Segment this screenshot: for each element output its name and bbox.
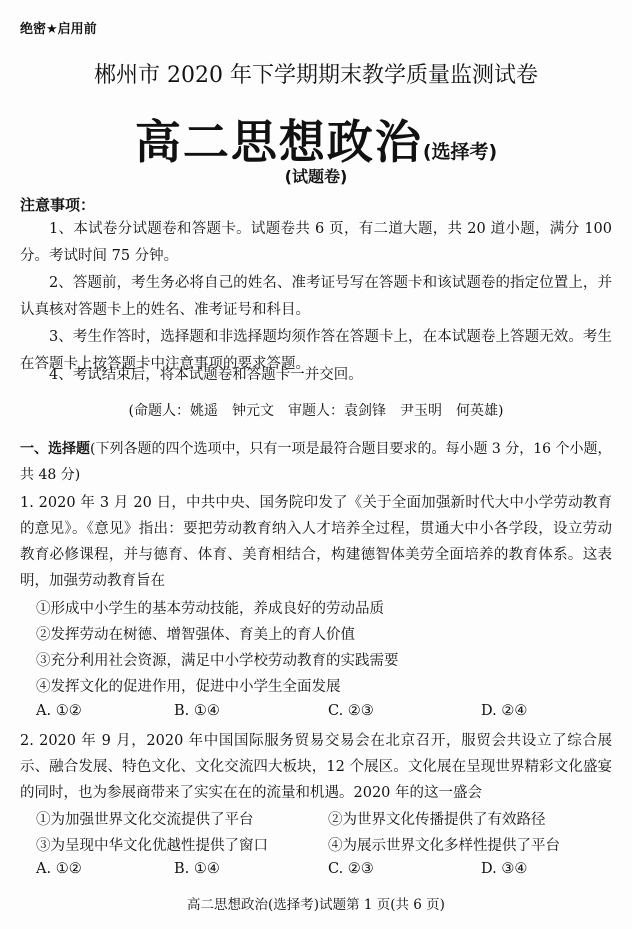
authors: (命题人：姚遥 钟元文 审题人：袁剑锋 尹玉明 何英雄)	[128, 403, 504, 419]
q1-option-1: ①形成中小学生的基本劳动技能，养成良好的劳动品质	[36, 601, 384, 617]
subject-title	[0, 106, 632, 172]
subject-name: 高二思想政治	[134, 115, 423, 169]
q2-option-4: ④为展示世界文化多样性提供了平台	[328, 838, 560, 854]
section-instruction: (下列各题的四个选项中，只有一项是最符合题目要求的。每小题 3 分，16 个小题，共 48 分)	[20, 441, 612, 483]
question-2-stem: 2. 2020 年 9 月，2020 年中国国际服务贸易交易会在北京召开，服贸会共设立了综合展示、融合发展、特色文化、文化交流四大板块，12 个展区。文化展在呈现世界精彩文化盛宴的同时，也为参展商带来了实实在在的流量和机遇。2020 年的这一盛会	[20, 733, 612, 801]
question-1-stem: 1. 2020 年 3 月 20 日，中共中央、国务院印发了《关于全面加强新时代大中小学劳动教育的意见》。《意见》指出：要把劳动教育纳入人才培养全过程，贯通大中小各学段，设立劳动教育必修课程，并与德育、体育、美育相结合，构建德智体美劳全面培养的教育体系。这表明，加强劳动教育旨在	[20, 495, 612, 589]
section-title: 一、选择题	[20, 441, 90, 457]
q1-option-4: ④发挥文化的促进作用，促进中小学生全面发展	[36, 679, 341, 695]
q2-option-2: ②为世界文化传播提供了有效路径	[328, 812, 546, 828]
notice-item-2: 2、答题前，考生务必将自己的姓名、准考证号写在答题卡和该试题卷的指定位置上，并认真核对答题卡上的姓名、准考证号和科目。	[20, 275, 612, 318]
q1-choice-d[interactable]: D. ②④	[481, 703, 528, 719]
q1-choice-b[interactable]: B. ①④	[174, 703, 220, 719]
q2-choice-b[interactable]: B. ①④	[174, 861, 220, 877]
subject-suffix: (选择考)	[422, 141, 498, 163]
paper-type: (试题卷)	[284, 167, 348, 186]
q1-choice-c[interactable]: C. ②③	[328, 703, 374, 719]
page-footer: 高二思想政治(选择考)试题第 1 页(共 6 页)	[187, 897, 445, 913]
notice-heading: 注意事项：	[20, 196, 96, 214]
q2-option-3: ③为呈现中华文化优越性提供了窗口	[36, 838, 268, 854]
exam-title: 郴州市 2020 年下学期期末教学质量监测试卷	[94, 63, 538, 88]
notice-item-1: 1、本试卷分试题卷和答题卡。试题卷共 6 页，有二道大题，共 20 道小题，满分 100 分。考试时间 75 分钟。	[20, 221, 612, 264]
q2-choice-a[interactable]: A. ①②	[36, 861, 82, 877]
section-heading	[20, 436, 612, 488]
q2-choice-d[interactable]: D. ③④	[481, 861, 528, 877]
confidential-label: 绝密★启用前	[20, 22, 97, 37]
notice-item-4: 4、考试结束后，将本试题卷和答题卡一并交回。	[49, 367, 363, 383]
q2-choice-c[interactable]: C. ②③	[328, 861, 374, 877]
q1-choice-a[interactable]: A. ①②	[36, 703, 82, 719]
q1-option-2: ②发挥劳动在树德、增智强体、育美上的育人价值	[36, 627, 355, 643]
notice-item-3: 3、考生作答时，选择题和非选择题均须作答在答题卡上，在本试题卷上答题无效。考生在答题卡上按答题卡中注意事项的要求答题。	[20, 329, 612, 372]
q2-option-1: ①为加强世界文化交流提供了平台	[36, 812, 254, 828]
q1-option-3: ③充分利用社会资源，满足中小学校劳动教育的实践需要	[36, 653, 399, 669]
